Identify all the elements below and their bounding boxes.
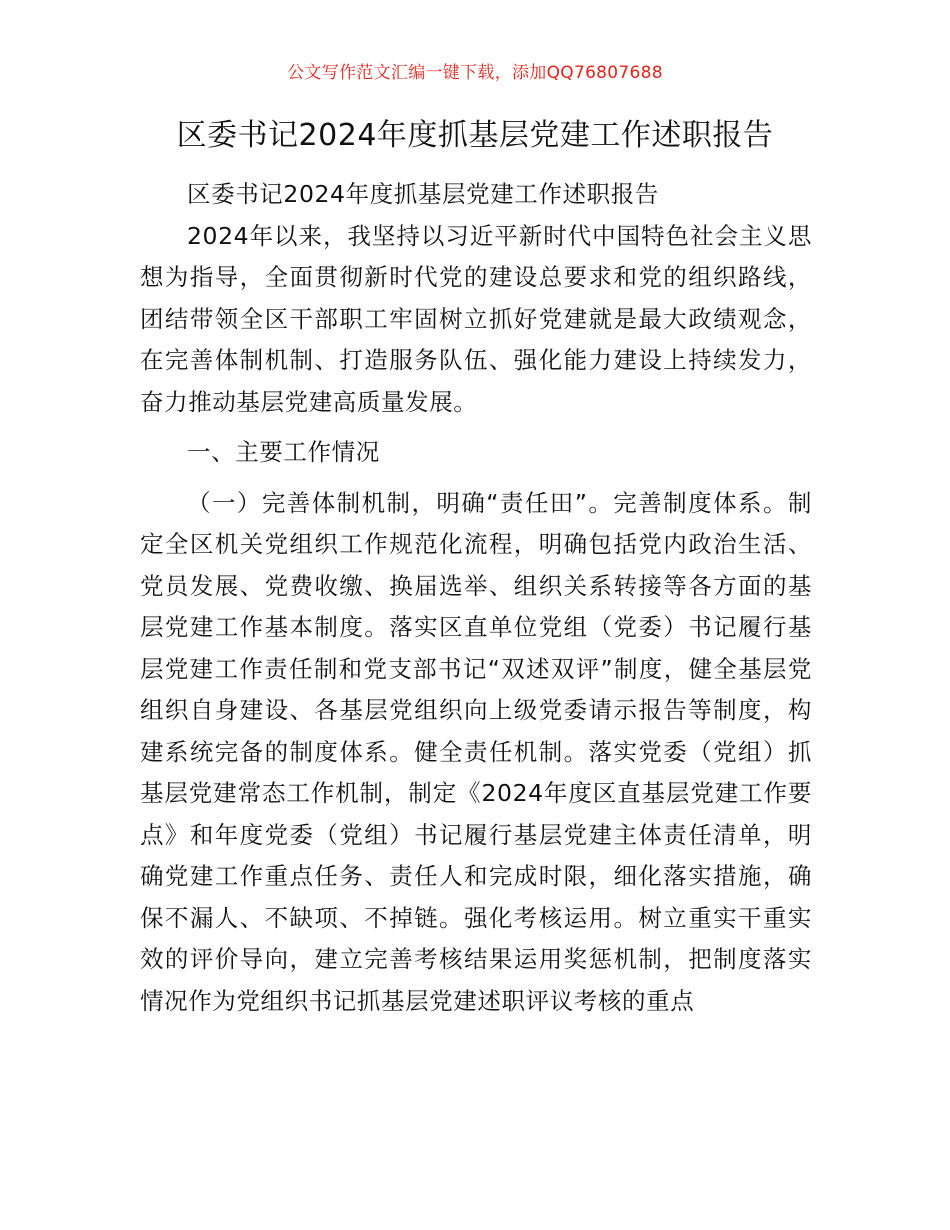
paragraph-intro: 2024年以来，我坚持以习近平新时代中国特色社会主义思想为指导，全面贯彻新时代党的建设总要求和党的组织路线，团结带领全区干部职工牢固树立抓好党建就是最大政绩观念，在完善体制机制、打造服务队伍、强化能力建设上持续发力，奋力推动基层党建高质量发展。 xyxy=(140,221,812,416)
download-banner: 公文写作范文汇编一键下载，添加QQ76807688 xyxy=(287,63,663,83)
document-title: 区委书记2024年度抓基层党建工作述职报告 xyxy=(176,118,774,153)
document-subtitle: 区委书记2024年度抓基层党建工作述职报告 xyxy=(187,180,659,208)
paragraph-mechanism: （一）完善体制机制，明确“责任田”。完善制度体系。制定全区机关党组织工作规范化流程，明确包括党内政治生活、党员发展、党费收缴、换届选举、组织关系转接等各方面的基层党建工作基本制度。落实区直单位党组（党委）书记履行基层党建工作责任制和党支部书记“双述双评”制度，健全基层党组织自身建设、各基层党组织向上级党委请示报告等制度，构建系统完备的制度体系。健全责任机制。落实党委（党组）抓基层党建常态工作机制，制定《2024年度区直基层党建工作要点》和年度党委（党组）书记履行基层党建主体责任清单，明确党建工作重点任务、责任人和完成时限，细化落实措施，确保不漏人、不缺项、不掉链。强化考核运用。树立重实干重实效的评价导向，建立完善考核结果运用奖惩机制，把制度落实情况作为党组织书记抓基层党建述职评议考核的重点 xyxy=(140,488,812,1015)
section-heading-main-work: 一、主要工作情况 xyxy=(187,438,380,466)
document-body xyxy=(140,174,812,1022)
